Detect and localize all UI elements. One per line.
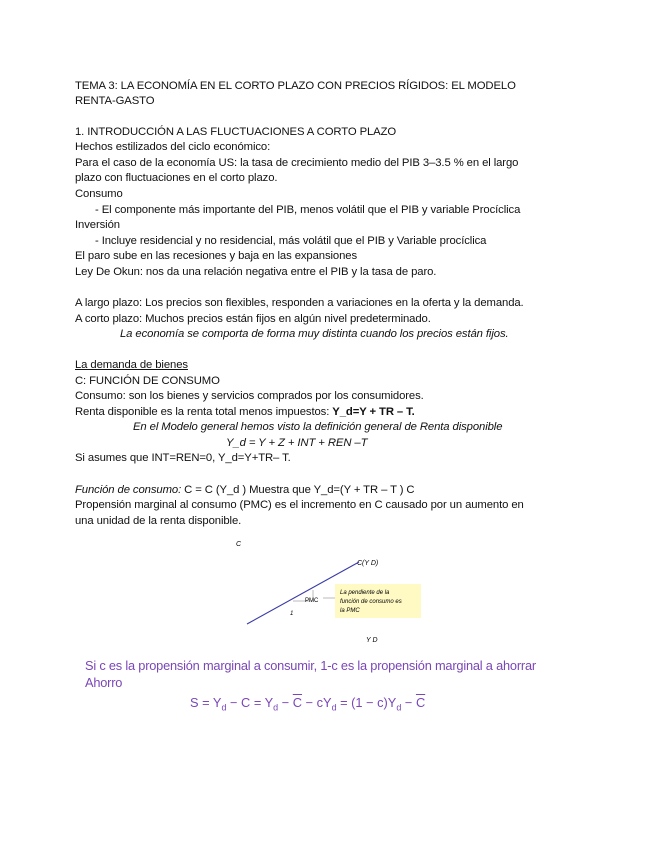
renta-text: Renta disponible es la renta total menos impuestos: <box>75 406 333 418</box>
list-item: - El componente más importante del PIB, menos volátil que el PIB y variable Procíclica <box>95 204 521 216</box>
paragraph: A largo plazo: Los precios son flexibles, responden a variaciones en la oferta y la demanda. <box>75 297 524 309</box>
paragraph: una unidad de la renta disponible. <box>75 515 242 527</box>
formula-sub: d <box>331 702 337 713</box>
paragraph: Para el caso de la economía US: la tasa de crecimiento medio del PIB 3–3.5 % en el largo <box>75 157 519 169</box>
formula-sub: d <box>221 702 227 713</box>
formula-part: − <box>278 695 293 710</box>
paragraph: Ley De Okun: nos da una relación negativa entre el PIB y la tasa de paro. <box>75 266 437 278</box>
formula-part: − C = Y <box>226 695 274 710</box>
paragraph: A corto plazo: Muchos precios están fijos en algún nivel predeterminado. <box>75 313 431 325</box>
formula-part: = (1 − c)Y <box>336 695 397 710</box>
formula-part: − cY <box>302 695 332 710</box>
funcion-text: C = C (Y_d ) Muestra que Y_d=(Y + TR – T ) C <box>181 484 415 496</box>
italic-note: La economía se comporta de forma muy distinta cuando los precios están fijos. <box>120 328 509 340</box>
purple-line-1: Si c es la propensión marginal a consumir, 1-c es la propensión marginal a ahorrar <box>85 658 536 673</box>
y-axis-label: C <box>236 541 242 548</box>
formula-cbar: $\overline{C}$ <box>292 695 303 710</box>
note-line-1: La pendiente de la <box>340 590 390 596</box>
savings-formula <box>190 695 425 713</box>
pmc-label: PMC <box>305 598 319 604</box>
paragraph <box>75 405 415 419</box>
list-item: - Incluye residencial y no residencial, más volátil que el PIB y Variable procíclica <box>95 235 487 247</box>
renta-formula: Y_d=Y + TR – T. <box>332 406 415 418</box>
paragraph: Hechos estilizados del ciclo económico: <box>75 141 271 153</box>
title-line-2: RENTA-GASTO <box>75 95 155 107</box>
paragraph: Propensión marginal al consumo (PMC) es el incremento en C causado por un aumento en <box>75 499 524 511</box>
x-axis-label: Y D <box>366 637 378 644</box>
paragraph: Consumo: son los bienes y servicios comprados por los consumidores. <box>75 390 424 402</box>
formula-sub: d <box>273 702 279 713</box>
paragraph: Consumo <box>75 188 123 200</box>
paragraph: plazo con fluctuaciones en el corto plazo. <box>75 172 278 184</box>
formula-part: S = Y <box>190 695 222 710</box>
italic-note: En el Modelo general hemos visto la definición general de Renta disponible <box>133 421 503 433</box>
formula-part: − <box>401 695 416 710</box>
curve-label: C(Y D) <box>357 560 379 567</box>
note-line-2: función de consumo es <box>340 599 402 605</box>
formula-cbar: $\overline{C}$ <box>415 695 426 710</box>
note-line-3: la PMC <box>340 608 360 614</box>
paragraph: Si asumes que INT=REN=0, Y_d=Y+TR– T. <box>75 452 291 464</box>
consumption-figure <box>225 535 445 650</box>
one-label: 1 <box>290 611 294 617</box>
yd-formula: Y_d = Y + Z + INT + REN –T <box>226 437 368 449</box>
subheading: La demanda de bienes <box>75 359 188 371</box>
funcion-label: Función de consumo: <box>75 484 182 496</box>
purple-line-2: Ahorro <box>85 675 123 690</box>
paragraph: El paro sube en las recesiones y baja en las expansiones <box>75 250 358 262</box>
title-line-1: TEMA 3: LA ECONOMÍA EN EL CORTO PLAZO CON PRECIOS RÍGIDOS: EL MODELO <box>75 80 516 92</box>
paragraph <box>75 483 415 497</box>
section-heading: 1. INTRODUCCIÓN A LAS FLUCTUACIONES A CORTO PLAZO <box>75 126 397 138</box>
subheading: C: FUNCIÓN DE CONSUMO <box>75 375 220 387</box>
formula-sub: d <box>396 702 402 713</box>
paragraph: Inversión <box>75 219 120 231</box>
